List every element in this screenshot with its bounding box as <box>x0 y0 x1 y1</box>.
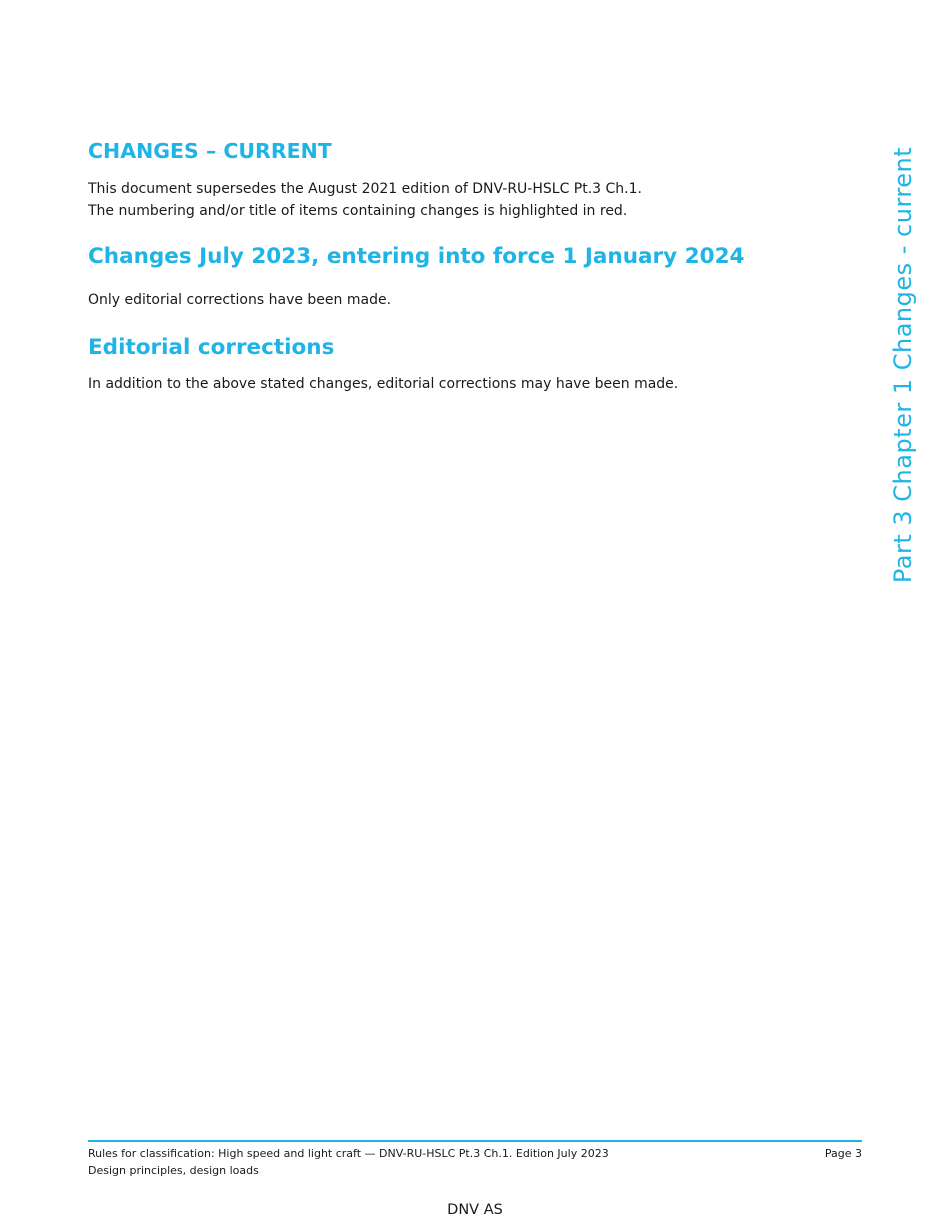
editorial-text: In addition to the above stated changes, editorial corrections may have been made. <box>88 376 679 392</box>
page-number: Page 3 <box>824 1147 862 1160</box>
section-title: CHANGES – CURRENT <box>88 139 332 163</box>
intro-paragraph <box>88 178 642 222</box>
footer-document-title: Rules for classification: High speed and light craft — DNV-RU-HSLC Pt.3 Ch.1. Edition July 2023 <box>88 1147 609 1160</box>
editorial-heading: Editorial corrections <box>88 335 335 360</box>
changes-heading: Changes July 2023, entering into force 1 January 2024 <box>88 244 745 269</box>
footer-divider <box>88 1140 862 1142</box>
chapter-side-title: Part 3 Chapter 1 Changes - current <box>889 146 917 584</box>
page-footer <box>88 1145 862 1179</box>
footer-subtitle: Design principles, design loads <box>88 1164 259 1177</box>
intro-line: This document supersedes the August 2021 edition of DNV-RU-HSLC Pt.3 Ch.1. <box>88 181 642 197</box>
changes-text: Only editorial corrections have been made. <box>88 292 392 308</box>
company-name: DNV AS <box>447 1202 503 1218</box>
intro-line: The numbering and/or title of items containing changes is highlighted in red. <box>88 203 628 219</box>
